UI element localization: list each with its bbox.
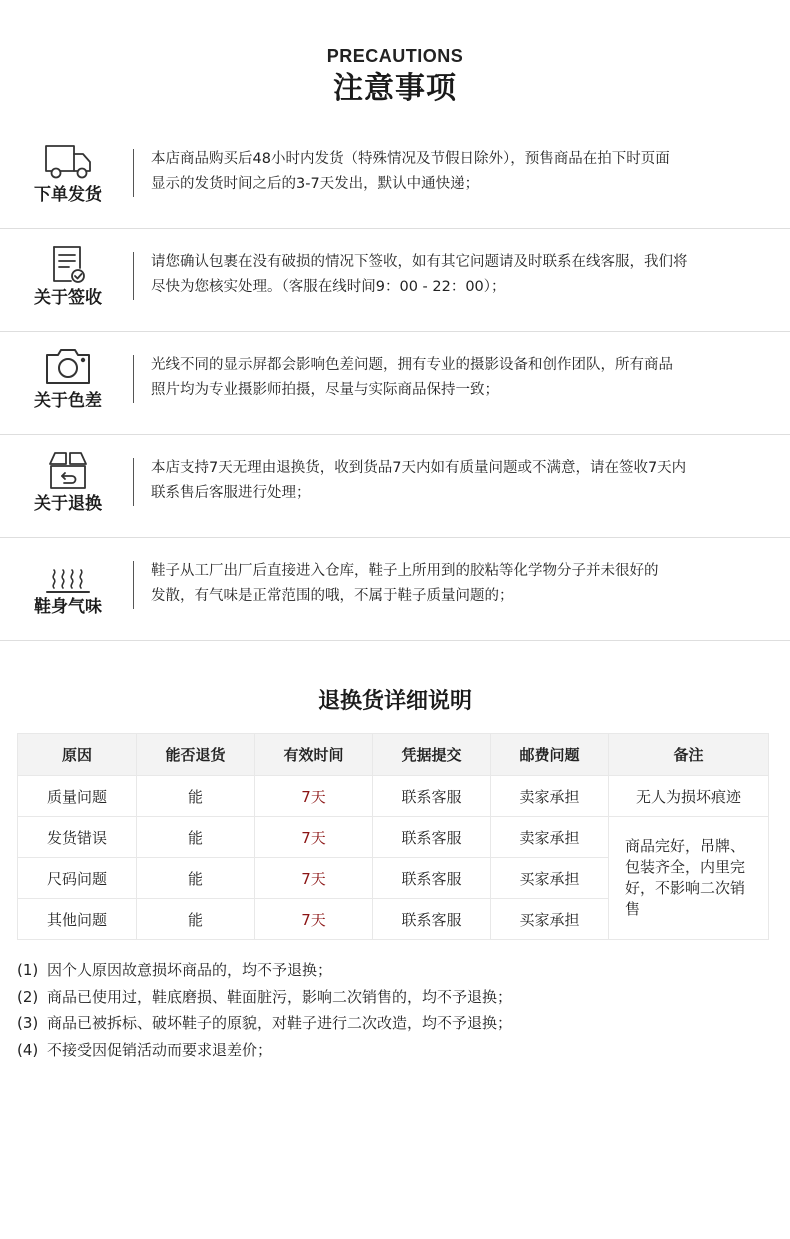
notice-line: 尽快为您核实处理。（客服在线时间9：00 - 22：00）； [151, 279, 506, 295]
notice-label: 鞋身气味 [34, 597, 102, 617]
notice-line: 显示的发货时间之后的3-7天发出，默认中通快递； [151, 176, 480, 192]
odor-waves-icon [43, 552, 93, 594]
column-header: 备注 [609, 734, 769, 776]
table-cell: 联系客服 [373, 858, 491, 899]
notice-label: 关于签收 [34, 288, 102, 308]
row-divider [0, 640, 790, 641]
column-header: 凭据提交 [373, 734, 491, 776]
notice-line: 联系售后客服进行处理； [151, 485, 311, 501]
table-note-cell: 无人为损坏痕迹 [609, 776, 769, 817]
table-cell: 7天 [255, 858, 373, 899]
notice-label: 下单发货 [34, 185, 102, 205]
list-item [17, 984, 777, 1011]
camera-icon [43, 346, 93, 388]
return-rules-list [17, 957, 777, 1063]
list-number: (3) [17, 1014, 39, 1032]
table-cell: 联系客服 [373, 817, 491, 858]
divider [133, 561, 134, 609]
notice-line: 光线不同的显示屏都会影响色差问题，拥有专业的摄影设备和创作团队，所有商品 [151, 357, 673, 373]
table-row [18, 817, 769, 858]
divider [133, 252, 134, 300]
list-number: (4) [17, 1040, 39, 1059]
table-cell: 7天 [255, 776, 373, 817]
notice-color-difference [0, 332, 790, 435]
page-header [0, 44, 790, 108]
table-cell: 买家承担 [491, 899, 609, 940]
list-text: 因个人原因故意损坏商品的，均不予退换； [47, 961, 333, 979]
return-table [17, 733, 769, 940]
divider [133, 458, 134, 506]
divider [133, 355, 134, 403]
table-header-row [18, 734, 769, 776]
table-cell: 买家承担 [491, 858, 609, 899]
notice-text [151, 559, 761, 609]
notice-line: 照片均为专业摄影师拍摄，尽量与实际商品保持一致； [151, 382, 499, 398]
column-header: 有效时间 [255, 734, 373, 776]
table-cell: 卖家承担 [491, 776, 609, 817]
list-text: 商品已被拆标、破坏鞋子的原貌，对鞋子进行二次改造，均不予退换； [47, 1014, 513, 1032]
table-cell: 能 [137, 776, 255, 817]
divider [133, 149, 134, 197]
notice-signing [0, 229, 790, 332]
table-cell: 其他问题 [18, 899, 137, 940]
notice-line: 请您确认包裹在没有破损的情况下签收，如有其它问题请及时联系在线客服，我们将 [151, 254, 688, 270]
table-cell: 质量问题 [18, 776, 137, 817]
table-cell: 能 [137, 899, 255, 940]
return-table-title: 退换货详细说明 [317, 689, 472, 714]
notice-text [151, 250, 761, 300]
table-cell: 卖家承担 [491, 817, 609, 858]
table-cell: 7天 [255, 817, 373, 858]
notice-returns [0, 435, 790, 538]
table-cell: 能 [137, 858, 255, 899]
table-note-cell: 商品完好，吊牌、包装齐全，内里完好，不影响二次销售 [609, 817, 769, 940]
notice-line: 发散，有气味是正常范围的哦，不属于鞋子质量问题的； [151, 588, 514, 604]
table-cell: 尺码问题 [18, 858, 137, 899]
page-title-en: PRECAUTIONS [326, 46, 464, 66]
return-box-icon [43, 449, 93, 491]
table-cell: 发货错误 [18, 817, 137, 858]
table-cell: 联系客服 [373, 776, 491, 817]
notice-label: 关于退换 [34, 494, 102, 514]
list-number: (2) [17, 987, 39, 1006]
list-item [17, 1037, 777, 1064]
notice-line: 鞋子从工厂出厂后直接进入仓库，鞋子上所用到的胶粘等化学物分子并未很好的 [151, 563, 659, 579]
notice-delivery [0, 126, 790, 229]
signed-document-icon [43, 243, 93, 285]
notice-text [151, 456, 761, 506]
notice-text [151, 353, 761, 403]
column-header: 邮费问题 [491, 734, 609, 776]
delivery-truck-icon [43, 140, 93, 182]
notice-line: 本店商品购买后48小时内发货（特殊情况及节假日除外），预售商品在拍下时页面 [151, 151, 670, 167]
notice-text [151, 147, 761, 197]
table-cell: 联系客服 [373, 899, 491, 940]
column-header: 能否退货 [137, 734, 255, 776]
notice-odor [0, 538, 790, 641]
notice-label: 关于色差 [34, 391, 102, 411]
table-cell: 7天 [255, 899, 373, 940]
page-title-zh: 注意事项 [333, 71, 457, 106]
list-item [17, 957, 777, 984]
list-number: (1) [17, 961, 39, 979]
table-row [18, 776, 769, 817]
notice-line: 本店支持7天无理由退换货，收到货品7天内如有质量问题或不满意，请在签收7天内 [151, 460, 687, 476]
list-text: 商品已使用过，鞋底磨损、鞋面脏污，影响二次销售的，均不予退换； [47, 987, 513, 1006]
list-item [17, 1010, 777, 1037]
list-text: 不接受因促销活动而要求退差价； [47, 1040, 273, 1059]
column-header: 原因 [18, 734, 137, 776]
table-cell: 能 [137, 817, 255, 858]
